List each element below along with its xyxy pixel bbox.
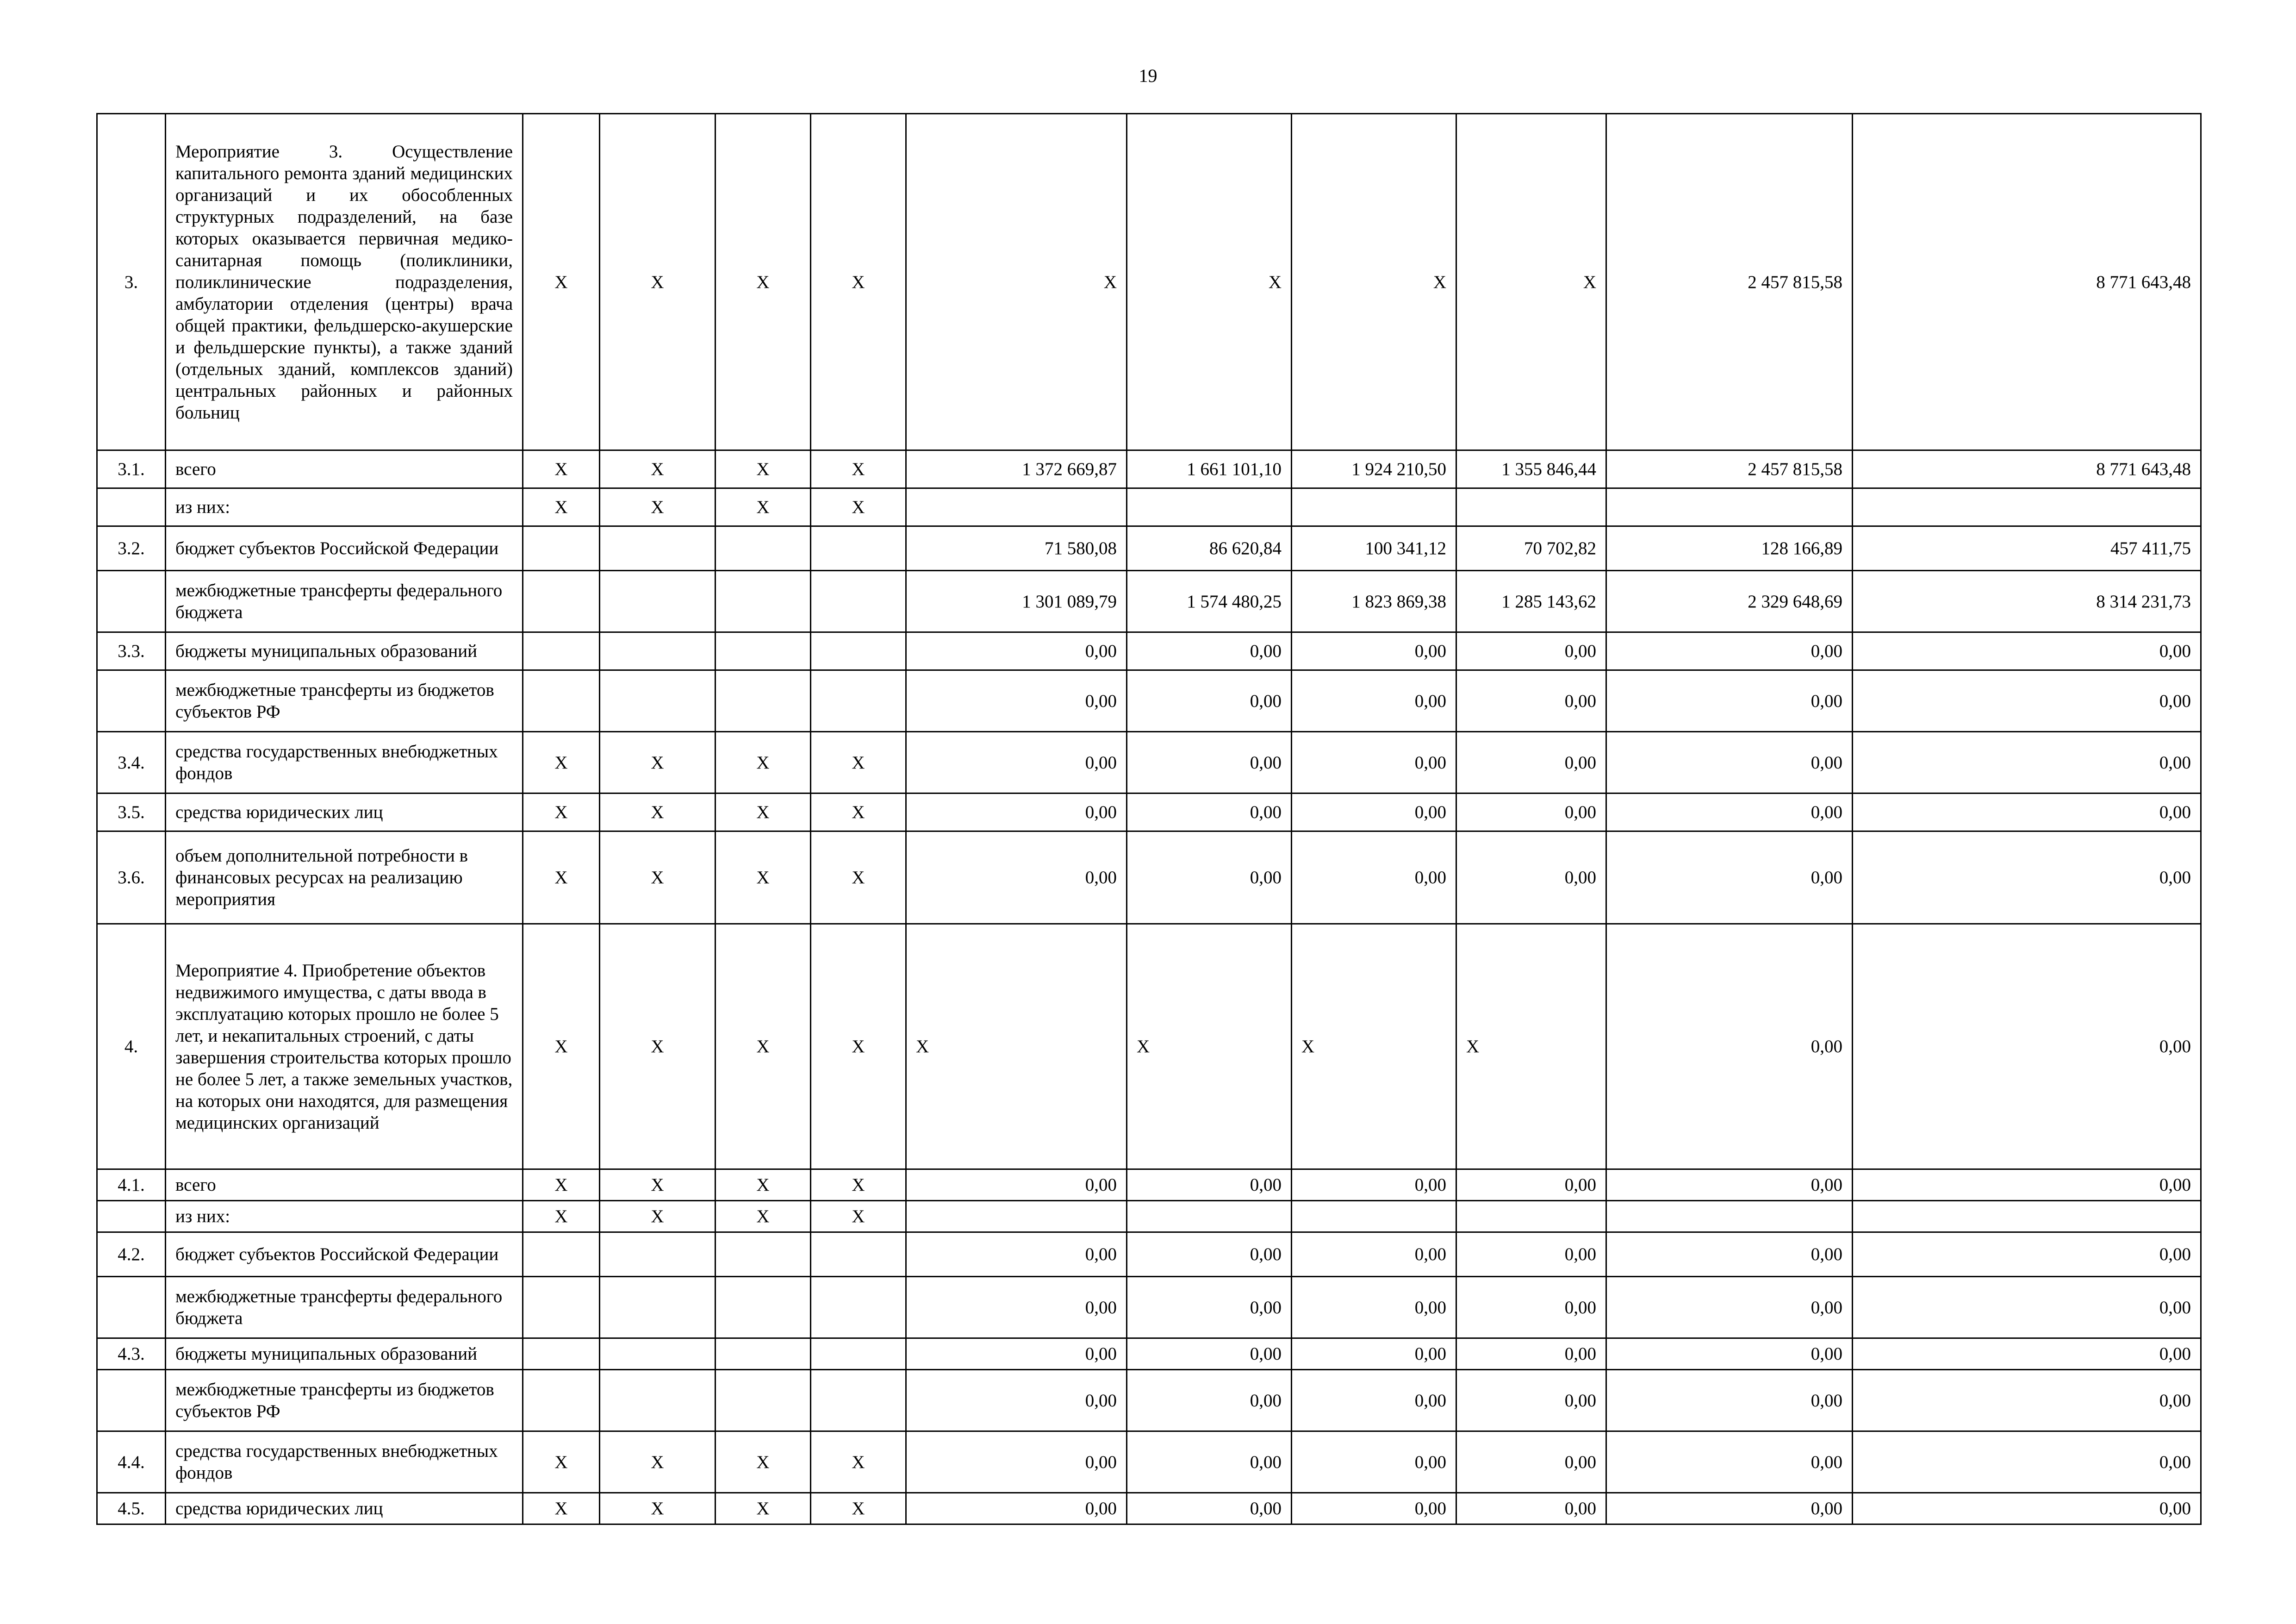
cell-x2: X xyxy=(600,831,716,924)
cell-total: 0,00 xyxy=(1853,732,2201,793)
cell-x4: X xyxy=(811,114,906,450)
table-row xyxy=(97,793,2201,831)
cell-y1: 0,00 xyxy=(906,1169,1127,1201)
cell-total: 0,00 xyxy=(1853,924,2201,1169)
cell-x4: X xyxy=(811,732,906,793)
cell-y5: 0,00 xyxy=(1606,632,1853,670)
cell-y2: 0,00 xyxy=(1127,1338,1292,1370)
cell-y1: 0,00 xyxy=(906,1431,1127,1493)
cell-total: 8 314 231,73 xyxy=(1853,571,2201,632)
cell-x2 xyxy=(600,1277,716,1338)
cell-name: из них: xyxy=(166,488,523,526)
cell-y5: 0,00 xyxy=(1606,670,1853,732)
table-row xyxy=(97,831,2201,924)
cell-num xyxy=(97,1370,166,1431)
cell-y5: 0,00 xyxy=(1606,924,1853,1169)
cell-x1 xyxy=(523,632,600,670)
cell-y4: X xyxy=(1456,114,1606,450)
cell-num: 3.6. xyxy=(97,831,166,924)
cell-x1 xyxy=(523,571,600,632)
cell-total: 0,00 xyxy=(1853,1338,2201,1370)
cell-num: 4.2. xyxy=(97,1232,166,1277)
cell-x2: X xyxy=(600,732,716,793)
cell-y3: 0,00 xyxy=(1292,1169,1456,1201)
cell-num: 4.4. xyxy=(97,1431,166,1493)
cell-x3: X xyxy=(716,793,811,831)
cell-x3 xyxy=(716,1338,811,1370)
table-row xyxy=(97,732,2201,793)
cell-y2: 0,00 xyxy=(1127,1232,1292,1277)
cell-y1: 0,00 xyxy=(906,732,1127,793)
cell-y2: 0,00 xyxy=(1127,1169,1292,1201)
cell-y2: 0,00 xyxy=(1127,793,1292,831)
cell-y4: 0,00 xyxy=(1456,1169,1606,1201)
cell-y1 xyxy=(906,488,1127,526)
cell-y3: 1 924 210,50 xyxy=(1292,450,1456,488)
cell-y3: 1 823 869,38 xyxy=(1292,571,1456,632)
cell-x4 xyxy=(811,670,906,732)
cell-y4: 0,00 xyxy=(1456,793,1606,831)
cell-name: средства государственных внебюджетных фондов xyxy=(166,732,523,793)
cell-name: межбюджетные трансферты федерального бюджета xyxy=(166,1277,523,1338)
cell-num: 4.3. xyxy=(97,1338,166,1370)
cell-y5: 0,00 xyxy=(1606,1232,1853,1277)
cell-x1: X xyxy=(523,1431,600,1493)
cell-total: 0,00 xyxy=(1853,1277,2201,1338)
cell-total: 0,00 xyxy=(1853,1232,2201,1277)
cell-y2: 0,00 xyxy=(1127,831,1292,924)
cell-y3: 0,00 xyxy=(1292,1338,1456,1370)
cell-num: 4.5. xyxy=(97,1493,166,1524)
cell-name: межбюджетные трансферты федерального бюджета xyxy=(166,571,523,632)
cell-name: средства юридических лиц xyxy=(166,793,523,831)
cell-x2: X xyxy=(600,1431,716,1493)
cell-x2: X xyxy=(600,1201,716,1232)
cell-y5: 0,00 xyxy=(1606,1493,1853,1524)
cell-y3: 0,00 xyxy=(1292,793,1456,831)
cell-y1: 1 372 669,87 xyxy=(906,450,1127,488)
cell-x4: X xyxy=(811,1201,906,1232)
cell-y5: 0,00 xyxy=(1606,793,1853,831)
cell-y3: 0,00 xyxy=(1292,1431,1456,1493)
cell-x1 xyxy=(523,1370,600,1431)
cell-x1: X xyxy=(523,488,600,526)
cell-y4 xyxy=(1456,488,1606,526)
cell-name: средства государственных внебюджетных фондов xyxy=(166,1431,523,1493)
cell-y5: 0,00 xyxy=(1606,1431,1853,1493)
cell-total: 8 771 643,48 xyxy=(1853,450,2201,488)
cell-x3 xyxy=(716,526,811,571)
table-row xyxy=(97,488,2201,526)
cell-x4: X xyxy=(811,1169,906,1201)
cell-y4: X xyxy=(1456,924,1606,1169)
cell-num xyxy=(97,1277,166,1338)
cell-y5 xyxy=(1606,488,1853,526)
cell-y3 xyxy=(1292,1201,1456,1232)
budget-table xyxy=(96,113,2202,1525)
cell-y2: X xyxy=(1127,924,1292,1169)
cell-x3: X xyxy=(716,1201,811,1232)
cell-x4 xyxy=(811,526,906,571)
cell-x2: X xyxy=(600,1493,716,1524)
cell-y2 xyxy=(1127,488,1292,526)
cell-name: межбюджетные трансферты из бюджетов субъектов РФ xyxy=(166,1370,523,1431)
cell-y4: 1 355 846,44 xyxy=(1456,450,1606,488)
cell-name: бюджет субъектов Российской Федерации xyxy=(166,526,523,571)
cell-total: 0,00 xyxy=(1853,1370,2201,1431)
cell-x3 xyxy=(716,571,811,632)
cell-x4 xyxy=(811,1232,906,1277)
cell-x3: X xyxy=(716,450,811,488)
table-row xyxy=(97,670,2201,732)
cell-x4: X xyxy=(811,450,906,488)
cell-total: 0,00 xyxy=(1853,1431,2201,1493)
cell-y3: 0,00 xyxy=(1292,1277,1456,1338)
table-row xyxy=(97,1169,2201,1201)
cell-x4 xyxy=(811,1277,906,1338)
cell-x3: X xyxy=(716,488,811,526)
cell-x1: X xyxy=(523,114,600,450)
cell-x1 xyxy=(523,1232,600,1277)
cell-y2: 1 661 101,10 xyxy=(1127,450,1292,488)
cell-y4: 0,00 xyxy=(1456,831,1606,924)
cell-x2 xyxy=(600,1370,716,1431)
cell-y3 xyxy=(1292,488,1456,526)
cell-y5: 2 457 815,58 xyxy=(1606,450,1853,488)
cell-name: бюджеты муниципальных образований xyxy=(166,1338,523,1370)
cell-x2 xyxy=(600,670,716,732)
cell-total: 0,00 xyxy=(1853,632,2201,670)
table-row xyxy=(97,450,2201,488)
cell-total xyxy=(1853,488,2201,526)
cell-x4: X xyxy=(811,793,906,831)
cell-x2: X xyxy=(600,114,716,450)
cell-y3: 0,00 xyxy=(1292,1370,1456,1431)
cell-y1 xyxy=(906,1201,1127,1232)
cell-y4: 0,00 xyxy=(1456,1277,1606,1338)
cell-x3: X xyxy=(716,924,811,1169)
cell-y5: 0,00 xyxy=(1606,1169,1853,1201)
cell-y4: 0,00 xyxy=(1456,1431,1606,1493)
cell-x3: X xyxy=(716,1493,811,1524)
cell-name: Мероприятие 4. Приобретение объектов недвижимого имущества, с даты ввода в эксплуатацию которых прошло не более 5 лет, и некапитальных строений, с даты завершения строительства которых прошло не более 5 лет, а также земельных участков, на которых они находятся, для размещения медицинских организаций xyxy=(166,924,523,1169)
cell-y3: 0,00 xyxy=(1292,831,1456,924)
cell-y4: 0,00 xyxy=(1456,1232,1606,1277)
cell-y4: 0,00 xyxy=(1456,1493,1606,1524)
cell-total: 0,00 xyxy=(1853,1169,2201,1201)
cell-name: средства юридических лиц xyxy=(166,1493,523,1524)
cell-y3: X xyxy=(1292,114,1456,450)
cell-y3: 0,00 xyxy=(1292,1493,1456,1524)
cell-total: 457 411,75 xyxy=(1853,526,2201,571)
cell-y5: 0,00 xyxy=(1606,1370,1853,1431)
cell-total: 0,00 xyxy=(1853,1493,2201,1524)
cell-y5 xyxy=(1606,1201,1853,1232)
cell-num xyxy=(97,571,166,632)
cell-y1: X xyxy=(906,924,1127,1169)
table-row xyxy=(97,1338,2201,1370)
cell-name: бюджет субъектов Российской Федерации xyxy=(166,1232,523,1277)
cell-x1: X xyxy=(523,831,600,924)
cell-y5: 0,00 xyxy=(1606,1338,1853,1370)
cell-y1: 0,00 xyxy=(906,793,1127,831)
cell-total: 8 771 643,48 xyxy=(1853,114,2201,450)
cell-x1: X xyxy=(523,1201,600,1232)
cell-y1: 71 580,08 xyxy=(906,526,1127,571)
cell-num: 3.3. xyxy=(97,632,166,670)
cell-y2: 1 574 480,25 xyxy=(1127,571,1292,632)
cell-y1: 0,00 xyxy=(906,1277,1127,1338)
cell-x4: X xyxy=(811,1493,906,1524)
cell-num: 3.5. xyxy=(97,793,166,831)
cell-num: 4. xyxy=(97,924,166,1169)
table-row xyxy=(97,1232,2201,1277)
cell-num: 4.1. xyxy=(97,1169,166,1201)
cell-x1: X xyxy=(523,450,600,488)
cell-num xyxy=(97,488,166,526)
cell-x4 xyxy=(811,1370,906,1431)
cell-y1: 0,00 xyxy=(906,831,1127,924)
table-row xyxy=(97,526,2201,571)
table-row xyxy=(97,114,2201,450)
cell-name: всего xyxy=(166,450,523,488)
table-row xyxy=(97,1370,2201,1431)
cell-x3: X xyxy=(716,1431,811,1493)
cell-y1: 0,00 xyxy=(906,1493,1127,1524)
cell-x3 xyxy=(716,632,811,670)
page-number: 19 xyxy=(1139,65,1157,86)
cell-num: 3.4. xyxy=(97,732,166,793)
cell-x1: X xyxy=(523,793,600,831)
cell-x3: X xyxy=(716,732,811,793)
cell-y2: 0,00 xyxy=(1127,1493,1292,1524)
cell-x4: X xyxy=(811,831,906,924)
cell-x1: X xyxy=(523,732,600,793)
table-row xyxy=(97,1201,2201,1232)
cell-total xyxy=(1853,1201,2201,1232)
cell-y1: 1 301 089,79 xyxy=(906,571,1127,632)
cell-y3: 0,00 xyxy=(1292,1232,1456,1277)
cell-num: 3.2. xyxy=(97,526,166,571)
cell-x2: X xyxy=(600,450,716,488)
cell-y1: X xyxy=(906,114,1127,450)
cell-y2 xyxy=(1127,1201,1292,1232)
cell-name: бюджеты муниципальных образований xyxy=(166,632,523,670)
cell-x4 xyxy=(811,571,906,632)
cell-x1 xyxy=(523,526,600,571)
cell-x2 xyxy=(600,1232,716,1277)
cell-y2: 0,00 xyxy=(1127,732,1292,793)
cell-name: объем дополнительной потребности в финансовых ресурсах на реализацию мероприятия xyxy=(166,831,523,924)
cell-y4: 0,00 xyxy=(1456,732,1606,793)
cell-x3 xyxy=(716,670,811,732)
cell-name: из них: xyxy=(166,1201,523,1232)
cell-y4: 0,00 xyxy=(1456,1370,1606,1431)
cell-y1: 0,00 xyxy=(906,632,1127,670)
cell-x1: X xyxy=(523,1493,600,1524)
cell-y3: 0,00 xyxy=(1292,670,1456,732)
cell-x4 xyxy=(811,632,906,670)
cell-x1 xyxy=(523,670,600,732)
table-row xyxy=(97,1277,2201,1338)
cell-x3 xyxy=(716,1232,811,1277)
cell-x3: X xyxy=(716,831,811,924)
cell-y2: 0,00 xyxy=(1127,1370,1292,1431)
cell-y4: 1 285 143,62 xyxy=(1456,571,1606,632)
cell-x3: X xyxy=(716,114,811,450)
cell-y4: 0,00 xyxy=(1456,670,1606,732)
cell-x1 xyxy=(523,1338,600,1370)
cell-y3: 0,00 xyxy=(1292,732,1456,793)
cell-y4: 0,00 xyxy=(1456,632,1606,670)
cell-x2: X xyxy=(600,793,716,831)
cell-x2 xyxy=(600,1338,716,1370)
cell-x4: X xyxy=(811,1431,906,1493)
cell-y2: 0,00 xyxy=(1127,1277,1292,1338)
cell-name: всего xyxy=(166,1169,523,1201)
cell-y1: 0,00 xyxy=(906,670,1127,732)
cell-x2 xyxy=(600,526,716,571)
cell-total: 0,00 xyxy=(1853,670,2201,732)
cell-name: Мероприятие 3. Осуществление капитального ремонта зданий медицинских организаций и их обособленных структурных подразделений, на базе которых оказывается первичная медико-санитарная помощь (поликлиники, поликлинические подразделения, амбулатории отделения (центры) врача общей практики, фельдшерско-акушерские и фельдшерские пункты), а также зданий (отдельных зданий, комплексов зданий) центральных районных и районных больниц xyxy=(166,114,523,450)
cell-y5: 0,00 xyxy=(1606,831,1853,924)
cell-num xyxy=(97,1201,166,1232)
cell-y2: 0,00 xyxy=(1127,1431,1292,1493)
cell-y1: 0,00 xyxy=(906,1232,1127,1277)
cell-x2: X xyxy=(600,924,716,1169)
cell-y4: 0,00 xyxy=(1456,1338,1606,1370)
cell-x2: X xyxy=(600,1169,716,1201)
cell-x1 xyxy=(523,1277,600,1338)
cell-x1: X xyxy=(523,1169,600,1201)
cell-y3: 100 341,12 xyxy=(1292,526,1456,571)
cell-total: 0,00 xyxy=(1853,793,2201,831)
cell-y5: 2 329 648,69 xyxy=(1606,571,1853,632)
cell-x4 xyxy=(811,1338,906,1370)
cell-x2 xyxy=(600,571,716,632)
cell-y2: 86 620,84 xyxy=(1127,526,1292,571)
cell-num xyxy=(97,670,166,732)
cell-x3 xyxy=(716,1277,811,1338)
cell-x4: X xyxy=(811,488,906,526)
table-row xyxy=(97,1493,2201,1524)
cell-x3: X xyxy=(716,1169,811,1201)
cell-y4: 70 702,82 xyxy=(1456,526,1606,571)
cell-y1: 0,00 xyxy=(906,1338,1127,1370)
cell-y5: 128 166,89 xyxy=(1606,526,1853,571)
table-row xyxy=(97,1431,2201,1493)
cell-y1: 0,00 xyxy=(906,1370,1127,1431)
cell-y5: 2 457 815,58 xyxy=(1606,114,1853,450)
cell-name: межбюджетные трансферты из бюджетов субъектов РФ xyxy=(166,670,523,732)
table-row xyxy=(97,632,2201,670)
cell-y5: 0,00 xyxy=(1606,732,1853,793)
cell-num: 3.1. xyxy=(97,450,166,488)
cell-x2 xyxy=(600,632,716,670)
cell-y5: 0,00 xyxy=(1606,1277,1853,1338)
cell-x2: X xyxy=(600,488,716,526)
cell-y3: 0,00 xyxy=(1292,632,1456,670)
cell-y3: X xyxy=(1292,924,1456,1169)
cell-y4 xyxy=(1456,1201,1606,1232)
cell-x3 xyxy=(716,1370,811,1431)
cell-num: 3. xyxy=(97,114,166,450)
cell-y2: X xyxy=(1127,114,1292,450)
table-row xyxy=(97,924,2201,1169)
cell-x1: X xyxy=(523,924,600,1169)
cell-total: 0,00 xyxy=(1853,831,2201,924)
cell-x4: X xyxy=(811,924,906,1169)
cell-y2: 0,00 xyxy=(1127,632,1292,670)
cell-y2: 0,00 xyxy=(1127,670,1292,732)
table-row xyxy=(97,571,2201,632)
